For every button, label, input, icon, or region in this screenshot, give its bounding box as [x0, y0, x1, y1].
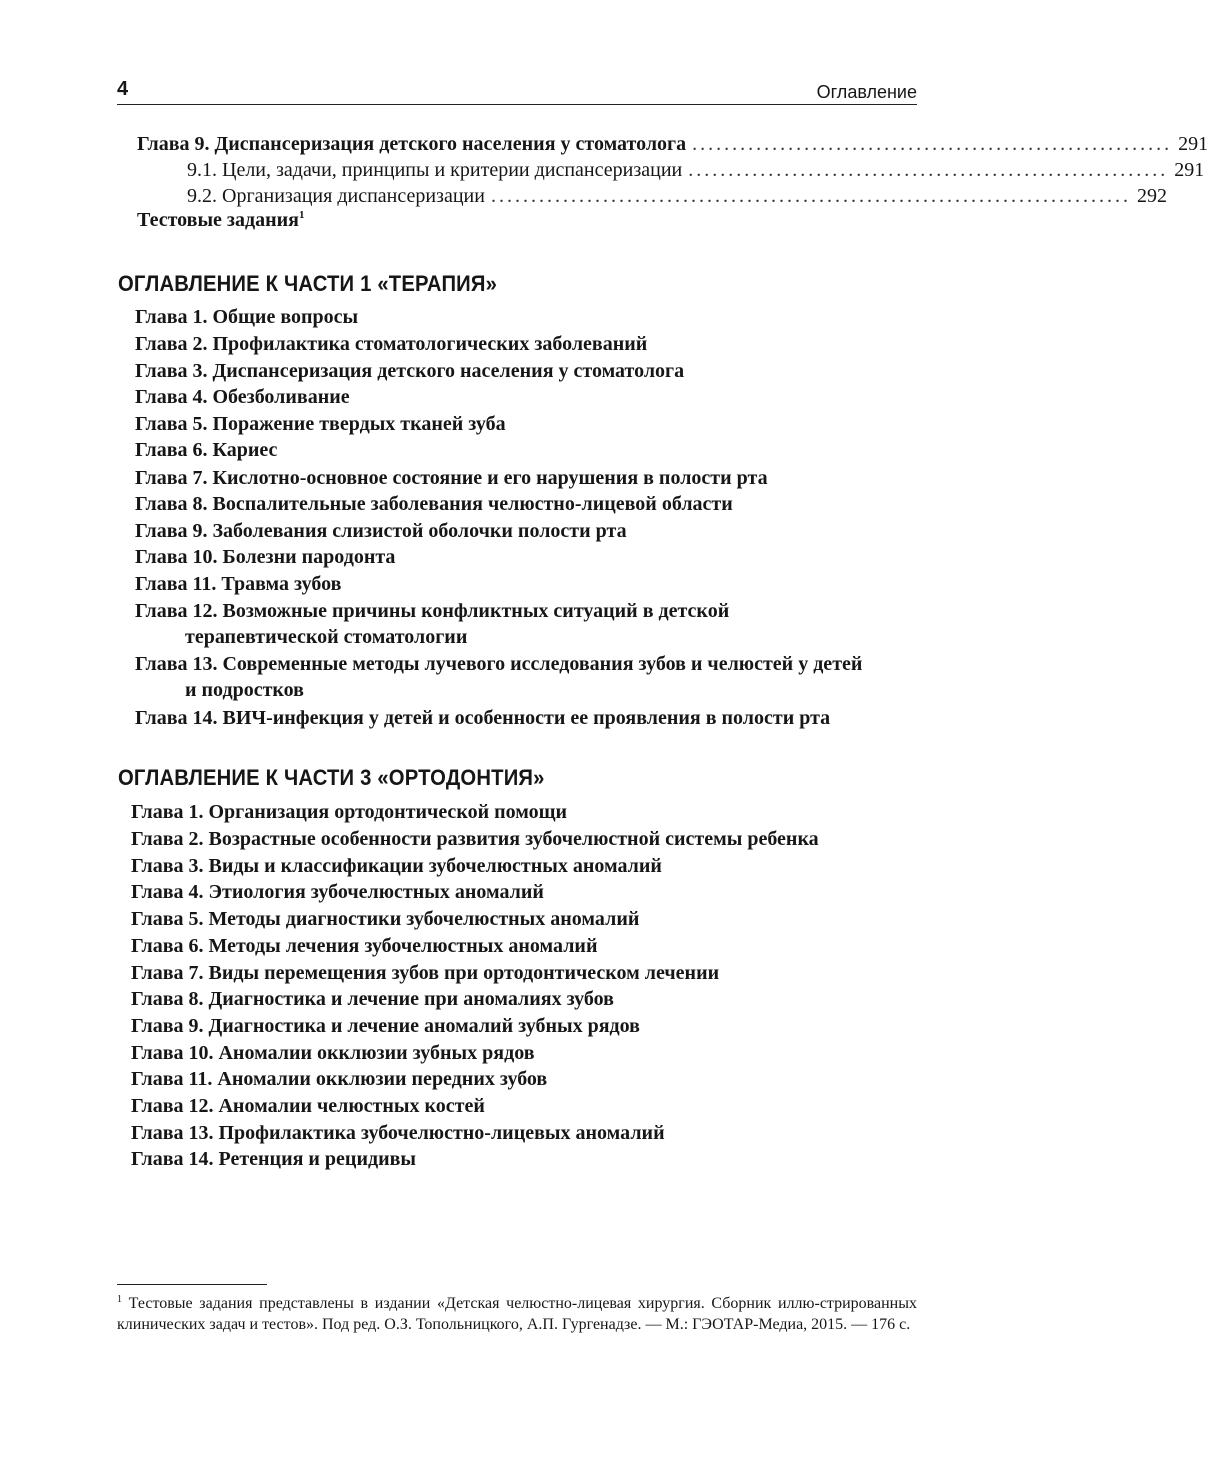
toc-entry-page: 291 [1178, 133, 1208, 155]
list-item: Глава 6. Методы лечения зубочелюстных аномалий [131, 935, 598, 957]
toc-entry-page: 292 [1136, 185, 1167, 207]
dot-leader: ............................................................ [692, 133, 1173, 155]
toc-entry-page: 291 [1174, 159, 1205, 181]
toc-entry-section-9-1 [187, 159, 1205, 182]
list-item: Глава 7. Кислотно-основное состояние и его нарушения в полости рта [135, 467, 768, 489]
list-item: Глава 14. ВИЧ-инфекция у детей и особенности ее проявления в полости рта [135, 707, 831, 729]
list-item: Глава 10. Аномалии окклюзии зубных рядов [131, 1042, 535, 1064]
toc-entry-tests [137, 209, 304, 232]
toc-entry-chapter-9 [137, 133, 1208, 156]
running-title: Оглавление [816, 82, 917, 102]
list-item: Глава 5. Методы диагностики зубочелюстных аномалий [131, 908, 640, 930]
dot-leader: ................................................................................ [490, 185, 1131, 207]
list-item: Глава 4. Этиология зубочелюстных аномалий [131, 881, 544, 903]
list-item: Глава 8. Диагностика и лечение при аномалиях зубов [131, 988, 614, 1010]
list-item-line: Глава 13. Современные методы лучевого исследования зубов и челюстей у детей [135, 653, 863, 675]
list-item: Глава 1. Организация ортодонтической помощи [131, 801, 568, 823]
list-item: Глава 1. Общие вопросы [135, 306, 359, 328]
list-item: Глава 3. Диспансеризация детского населения у стоматолога [135, 360, 685, 382]
list-item: Глава 12. Аномалии челюстных костей [131, 1095, 485, 1117]
toc-entry-label: 9.2. Организация диспансеризации [187, 185, 485, 207]
list-item [135, 651, 862, 703]
list-item [135, 598, 729, 650]
list-item: Глава 11. Травма зубов [135, 573, 342, 595]
list-item: Глава 7. Виды перемещения зубов при ортодонтическом лечении [131, 962, 720, 984]
list-item: Глава 4. Обезболивание [135, 386, 350, 408]
footnote-text: Тестовые задания представлены в издании «Детская челюстно-лицевая хирургия. Сборник иллю-стрированных клинических задач и тестов». Под ред. О.З. Топольницкого, А.П. Гургенадзе. — М.: ГЭОТАР-Медиа, 2015. — 176 с. [117, 1295, 917, 1333]
list-item: Глава 2. Профилактика стоматологических заболеваний [135, 333, 648, 355]
footnote [117, 1289, 917, 1335]
running-header [117, 76, 917, 105]
list-item-continuation: терапевтической стоматологии [185, 626, 468, 648]
list-item: Глава 14. Ретенция и рецидивы [131, 1148, 417, 1170]
list-item: Глава 9. Заболевания слизистой оболочки полости рта [135, 520, 627, 542]
footnote-marker: 1 [117, 1294, 122, 1305]
list-item: Глава 9. Диагностика и лечение аномалий зубных рядов [131, 1015, 640, 1037]
list-item-line: Глава 12. Возможные причины конфликтных ситуаций в детской [135, 600, 730, 622]
list-item: Глава 2. Возрастные особенности развития зубочелюстной системы ребенка [131, 828, 819, 850]
list-item: Глава 6. Кариес [135, 439, 278, 461]
toc-entry-section-9-2 [187, 185, 1167, 208]
part1-heading: ОГЛАВЛЕНИЕ К ЧАСТИ 1 «ТЕРАПИЯ» [118, 271, 498, 296]
footnote-divider [117, 1284, 267, 1285]
list-item-continuation: и подростков [185, 679, 304, 701]
toc-entry-label: Глава 9. Диспансеризация детского населения у стоматолога [137, 133, 687, 155]
list-item: Глава 11. Аномалии окклюзии передних зубов [131, 1068, 548, 1090]
list-item: Глава 13. Профилактика зубочелюстно-лицевых аномалий [131, 1122, 665, 1144]
list-item: Глава 10. Болезни пародонта [135, 546, 396, 568]
list-item: Глава 3. Виды и классификации зубочелюстных аномалий [131, 855, 662, 877]
list-item: Глава 8. Воспалительные заболевания челюстно-лицевой области [135, 493, 733, 515]
part3-heading: ОГЛАВЛЕНИЕ К ЧАСТИ 3 «ОРТОДОНТИЯ» [118, 765, 545, 790]
dot-leader: ............................................................ [688, 159, 1169, 181]
toc-entry-label: 9.1. Цели, задачи, принципы и критерии диспансеризации [187, 159, 683, 181]
footnote-ref: 1 [298, 209, 305, 221]
tests-label: Тестовые задания [137, 209, 299, 231]
page-number: 4 [117, 78, 129, 100]
list-item: Глава 5. Поражение твердых тканей зуба [135, 413, 506, 435]
